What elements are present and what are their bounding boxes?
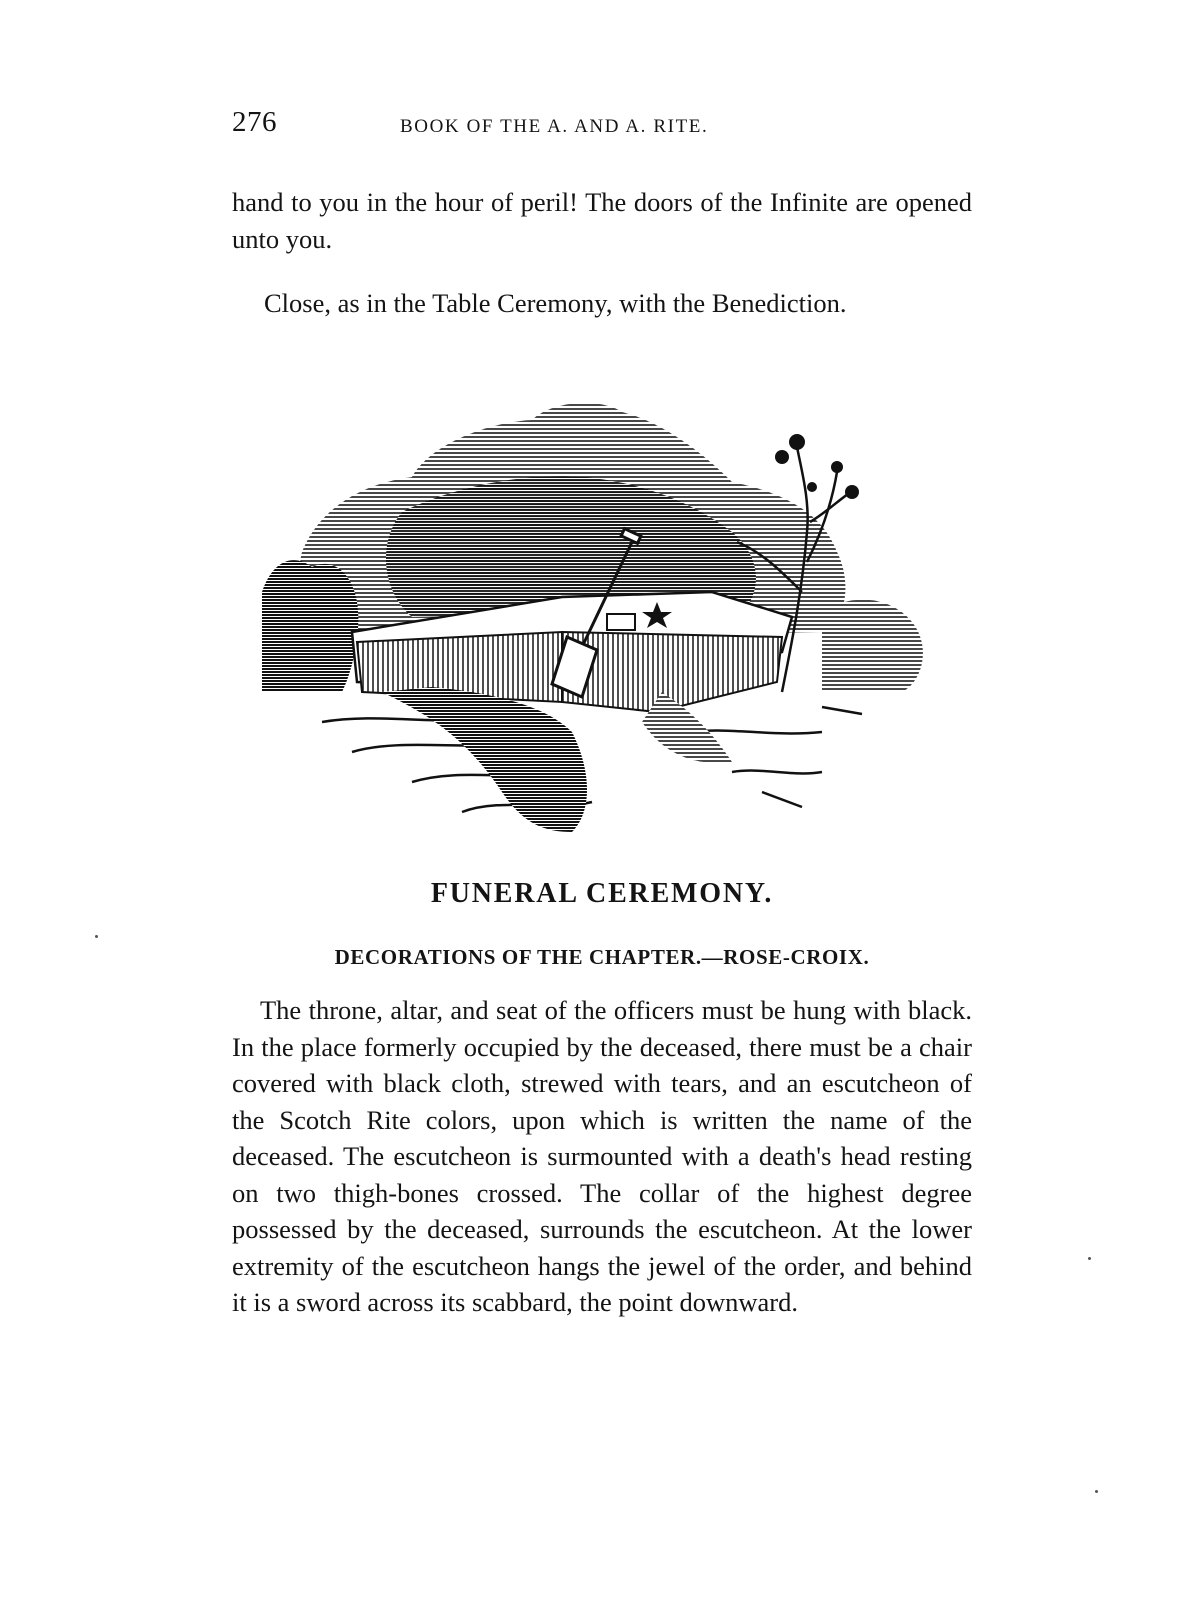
- foreground-grass: [322, 707, 862, 812]
- paper-speck: [1088, 1257, 1091, 1260]
- running-title: BOOK OF THE A. AND A. RITE.: [400, 116, 709, 137]
- left-shrubs: [262, 560, 358, 692]
- paper-speck: [1095, 1490, 1098, 1493]
- section-title: FUNERAL CEREMONY.: [430, 878, 774, 909]
- paragraph-closing-instruction: Close, as in the Table Ceremony, with the Benediction.: [264, 288, 847, 318]
- funeral-engraving: [262, 392, 942, 844]
- section-subtitle: DECORATIONS OF THE CHAPTER.—ROSE-CROIX.: [334, 945, 870, 969]
- paper-speck: [95, 935, 98, 938]
- paragraph-continuation: hand to you in the hour of peril! The doors of the Infinite are opened unto you.: [232, 187, 972, 254]
- page-header: [232, 106, 972, 146]
- page-number: 276: [232, 106, 277, 138]
- paragraph-decorations: The throne, altar, and seat of the officers must be hung with black. In the place formerly occupied by the deceased, there must be a chair covered with black cloth, strewed with tears, and an escutcheon of the Scotch Rite colors, upon which is written the name of the deceased. The escutcheon is surmounted with a death's head resting on two thigh-bones crossed. The collar of the highest degree possessed by the deceased, surrounds the escutcheon. At the lower extremity of the escutcheon hangs the jewel of the order, and behind it is a sword across its scabbard, the point downward.: [232, 995, 972, 1317]
